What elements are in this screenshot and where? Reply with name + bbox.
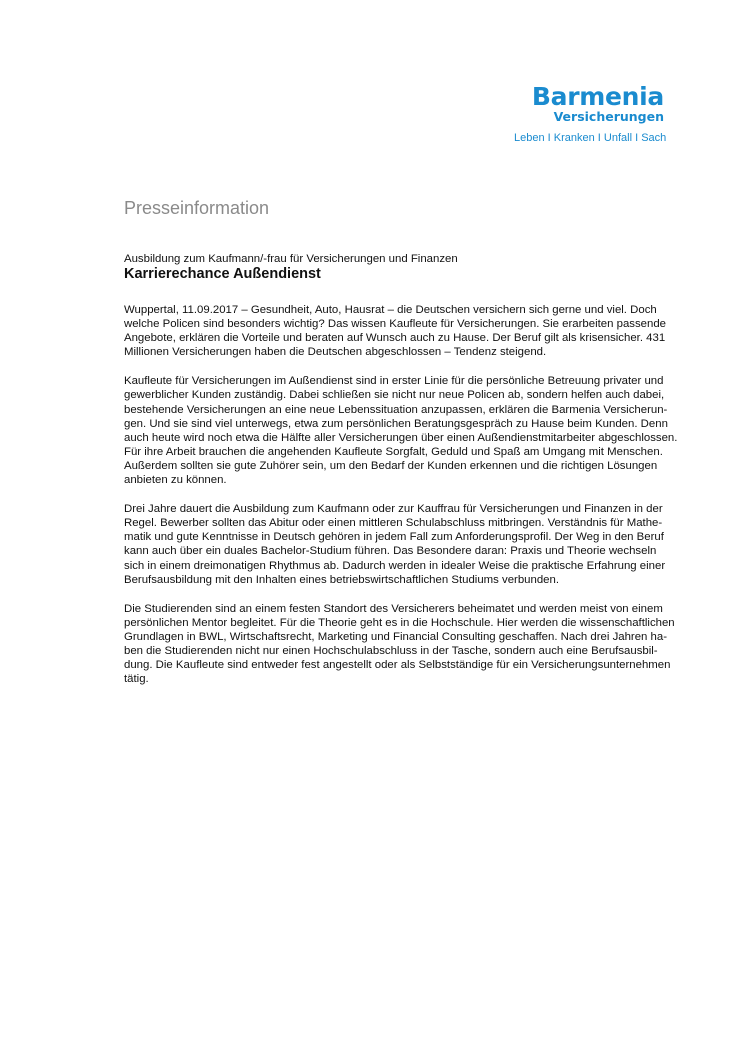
article-headline: Karrierechance Außendienst [124, 266, 321, 282]
paragraph-line: Außerdem sollten sie gute Zuhörer sein, um den Bedarf der Kunden erkennen und die richtigen Lösungen [124, 459, 658, 472]
paragraph-line: Wuppertal, 11.09.2017 – Gesundheit, Auto, Hausrat – die Deutschen versichern sich gerne und viel. Doch [124, 304, 657, 316]
paragraph-line: Drei Jahre dauert die Ausbildung zum Kaufmann oder zur Kauffrau für Versicherungen und Finanzen in der [124, 503, 663, 516]
paragraph-line: bestehende Versicherungen an eine neue Lebenssituation anzupassen, erklären die Barmenia Versicherun- [124, 403, 668, 416]
article [124, 252, 680, 701]
paragraph-line: Für ihre Arbeit brauchen die angehenden Kaufleute Sorgfalt, Geduld und Spaß am Umgang mit Menschen. [124, 445, 663, 458]
paragraph-line: anbieten zu können. [124, 474, 227, 487]
article-paragraph [124, 374, 680, 487]
paragraph-line: welche Policen sind besonders wichtig? Das wissen Kaufleute für Versicherungen. Sie erarbeiten passende [124, 318, 667, 331]
logo-tagline: Leben I Kranken I Unfall I Sach [514, 132, 667, 144]
logo-subtitle: Versicherungen [553, 109, 664, 124]
article-kicker: Ausbildung zum Kaufmann/-frau für Versicherungen und Finanzen [124, 253, 458, 265]
paragraph-line: gen. Und sie sind viel unterwegs, etwa zum persönlichen Beratungsgespräch zu Hause beim Kunden. Denn [124, 417, 668, 430]
paragraph-line: Millionen Versicherungen haben die Deutschen abgeschlossen – Tendenz steigend. [124, 346, 547, 359]
paragraph-line: kann auch über ein duales Bachelor-Studium führen. Das Besondere daran: Praxis und Theorie wechseln [124, 545, 657, 558]
paragraph-line: tätig. [124, 673, 149, 686]
article-body [124, 303, 680, 686]
paragraph-line: ben die Studierenden nicht nur einen Hochschulabschluss in der Tasche, sondern auch eine Berufsausbil- [124, 644, 658, 657]
paragraph-line: Kaufleute für Versicherungen im Außendienst sind in erster Linie für die persönliche Betreuung privater und [124, 375, 664, 388]
paragraph-line: persönlichen Mentor begleitet. Für die Theorie geht es in die Hochschule. Hier werden die wissenschaftlichen [124, 616, 675, 629]
paragraph-line: gewerblicher Kunden zuständig. Dabei schließen sie nicht nur neue Policen ab, sondern helfen auch dabei, [124, 389, 665, 402]
barmenia-logo [514, 82, 667, 145]
paragraph-line: Regel. Bewerber sollten das Abitur oder einen mittleren Schulabschluss mitbringen. Verständnis für Mathe- [124, 517, 663, 530]
paragraph-line: Berufsausbildung mit den Inhalten eines betriebswirtschaftlichen Studiums verbunden. [124, 573, 559, 586]
paragraph-line: sich in einem dreimonatigen Rhythmus ab. Dadurch werden in idealer Weise die praktische Erfahrung einer [124, 559, 666, 572]
article-paragraph [124, 602, 680, 687]
paragraph-line: auch heute wird noch etwa die Hälfte aller Versicherungen über einen Außendienstmitarbeiter abgeschlossen. [124, 431, 678, 444]
logo-name: Barmenia [531, 82, 664, 111]
paragraph-line: dung. Die Kaufleute sind entweder fest angestellt oder als Selbstständige für ein Versicherungsunternehmen [124, 659, 671, 672]
paragraph-line: matik und gute Kenntnisse in Deutsch gehören in jedem Fall zum Anforderungsprofil. Der Weg in den Beruf [124, 531, 664, 544]
section-label: Presseinformation [124, 198, 270, 218]
paragraph-line: Grundlagen in BWL, Wirtschaftsrecht, Marketing und Financial Consulting geschaffen. Nach drei Jahren ha- [124, 630, 668, 643]
article-paragraph [124, 502, 680, 587]
paragraph-line: Die Studierenden sind an einem festen Standort des Versicherers beheimatet und werden meist von einem [124, 602, 663, 615]
paragraph-line: Angebote, erklären die Vorteile und beraten auf Wunsch auch zu Hause. Der Beruf gilt als krisensicher. 431 [124, 332, 666, 345]
article-paragraph [124, 303, 680, 359]
